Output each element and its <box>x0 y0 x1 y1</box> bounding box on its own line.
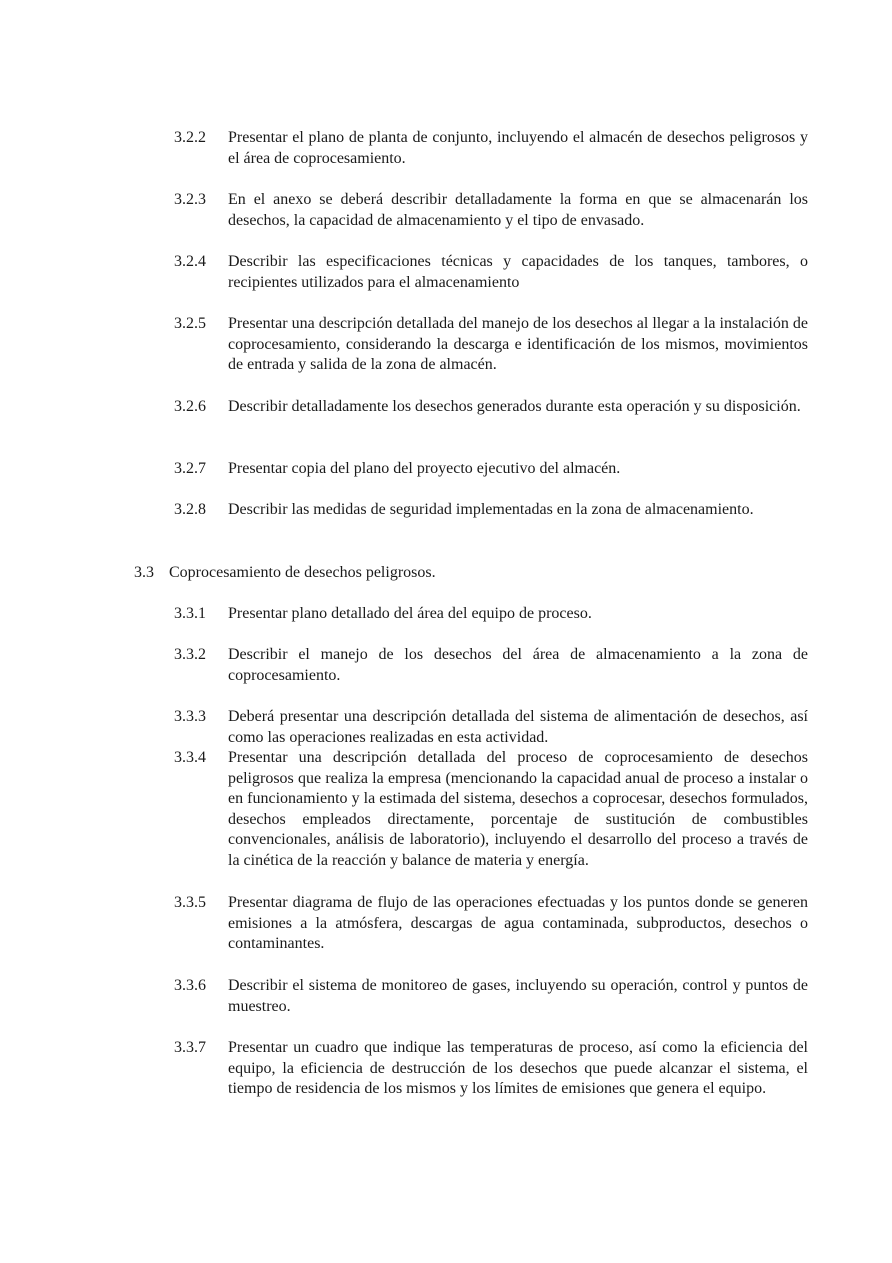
item-text: Describir el sistema de monitoreo de gases, incluyendo su operación, control y puntos de muestreo. <box>228 977 808 1015</box>
item-number: 3.3.1 <box>174 605 206 622</box>
item-number: 3.2.3 <box>174 191 206 208</box>
item-text: Presentar plano detallado del área del equipo de proceso. <box>228 605 592 622</box>
list-item-3-2-2 <box>174 128 808 169</box>
item-number: 3.2.4 <box>174 253 206 270</box>
item-number: 3.3.3 <box>174 708 206 725</box>
section-heading-3-3 <box>134 563 436 584</box>
item-text: Describir las medidas de seguridad implementadas en la zona de almacenamiento. <box>228 501 754 518</box>
item-number: 3.2.7 <box>174 460 206 477</box>
section-number: 3.3 <box>134 564 154 581</box>
item-number: 3.2.5 <box>174 315 206 332</box>
item-text: Deberá presentar una descripción detallada del sistema de alimentación de desechos, así como las operaciones realizadas en esta actividad. <box>228 708 808 746</box>
list-item-3-3-5 <box>174 893 808 955</box>
list-item-3-3-6 <box>174 976 808 1017</box>
item-text: Describir el manejo de los desechos del área de almacenamiento a la zona de coprocesamiento. <box>228 646 808 684</box>
list-item-3-3-2 <box>174 645 808 686</box>
item-number: 3.2.8 <box>174 501 206 518</box>
list-item-3-3-3 <box>174 707 808 748</box>
item-number: 3.3.6 <box>174 977 206 994</box>
list-item-3-3-7 <box>174 1038 808 1100</box>
item-number: 3.3.4 <box>174 749 206 766</box>
item-number: 3.2.6 <box>174 398 206 415</box>
item-number: 3.3.2 <box>174 646 206 663</box>
item-number: 3.3.7 <box>174 1039 206 1056</box>
list-item-3-2-6 <box>174 397 808 418</box>
section-title: Coprocesamiento de desechos peligrosos. <box>169 564 436 581</box>
item-number: 3.3.5 <box>174 894 206 911</box>
list-item-3-2-7 <box>174 459 808 480</box>
item-text: Presentar un cuadro que indique las temperaturas de proceso, así como la eficiencia del equipo, la eficiencia de destrucción de los desechos que puede alcanzar el sistema, el tiempo de residencia de los mismos y los límites de emisiones que genera el equipo. <box>228 1039 808 1098</box>
list-item-3-2-5 <box>174 314 808 376</box>
item-text: En el anexo se deberá describir detalladamente la forma en que se almacenarán los desechos, la capacidad de almacenamiento y el tipo de envasado. <box>228 191 808 229</box>
item-text: Presentar el plano de planta de conjunto, incluyendo el almacén de desechos peligrosos y el área de coprocesamiento. <box>228 129 808 167</box>
item-text: Presentar una descripción detallada del manejo de los desechos al llegar a la instalación de coprocesamiento, considerando la descarga e identificación de los mismos, movimientos de entrada y salida de la zona de almacén. <box>228 315 808 374</box>
list-item-3-3-1 <box>174 604 808 625</box>
list-item-3-2-8 <box>174 500 808 521</box>
list-item-3-2-3 <box>174 190 808 231</box>
item-text: Presentar diagrama de flujo de las operaciones efectuadas y los puntos donde se generen emisiones a la atmósfera, descargas de agua contaminada, subproductos, desechos o contaminantes. <box>228 894 808 953</box>
item-text: Describir las especificaciones técnicas y capacidades de los tanques, tambores, o recipientes utilizados para el almacenamiento <box>228 253 808 291</box>
item-text: Describir detalladamente los desechos generados durante esta operación y su disposición. <box>228 398 801 415</box>
item-text: Presentar copia del plano del proyecto ejecutivo del almacén. <box>228 460 621 477</box>
item-number: 3.2.2 <box>174 129 206 146</box>
item-text: Presentar una descripción detallada del proceso de coprocesamiento de desechos peligrosos que realiza la empresa (mencionando la capacidad anual de proceso a instalar o en funcionamiento y la estimada del sistema, desechos a coprocesar, desechos formulados, desechos empleados directamente, porcentaje de sustitución de combustibles convencionales, análisis de laboratorio), incluyendo el desarrollo del proceso a través de la cinética de la reacción y balance de materia y energía. <box>228 749 808 869</box>
list-item-3-3-4 <box>174 748 808 872</box>
list-item-3-2-4 <box>174 252 808 293</box>
